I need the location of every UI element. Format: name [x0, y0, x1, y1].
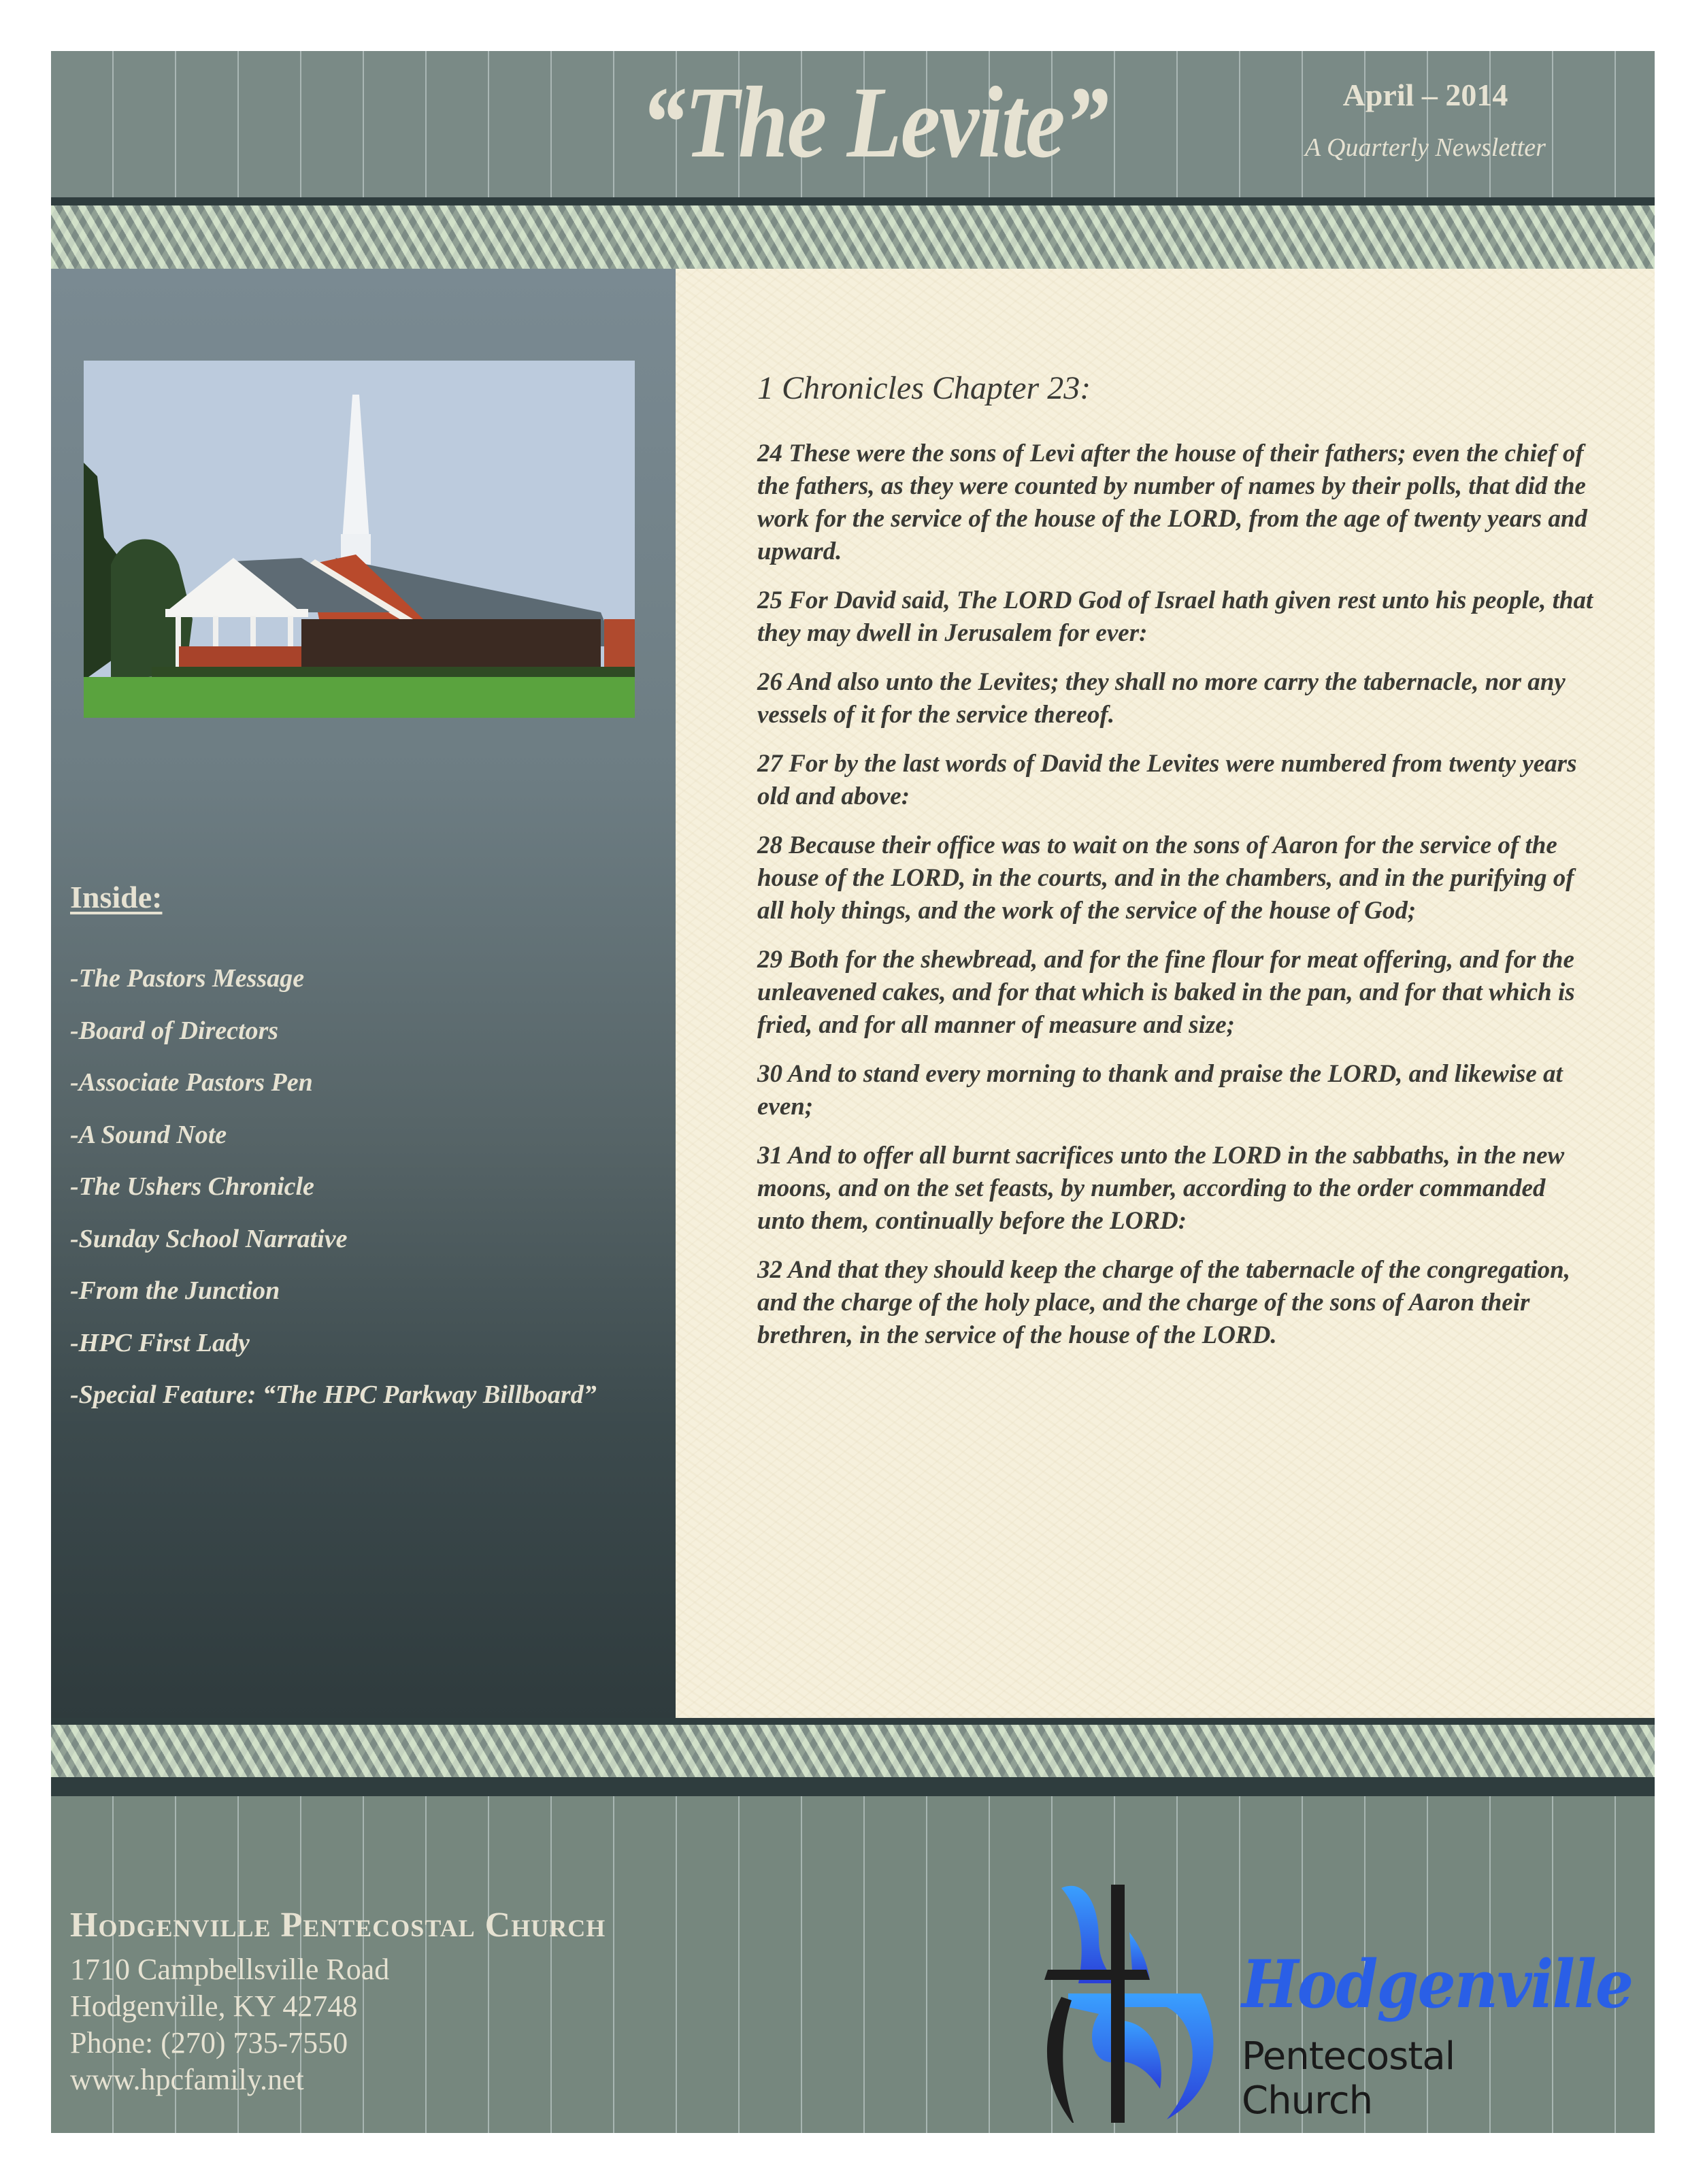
- cross-flame-logo-icon: [1031, 1864, 1235, 2123]
- inside-item-ushers-chronicle: -The Ushers Chronicle: [70, 1172, 314, 1201]
- verse-28: 28 Because their office was to wait on the sons of Aaron for the service of the house of the LORD, in the courts, and in the chambers, and in the purifying of all holy things, and the work of the service of the house of God;: [757, 831, 1574, 925]
- address-street: 1710 Campbellsville Road: [70, 1953, 390, 1986]
- inside-heading: Inside:: [70, 880, 163, 914]
- verse-27: 27 For by the last words of David the Levites were numbered from twenty years old and above:: [757, 750, 1577, 810]
- issue-date: April – 2014: [1342, 78, 1508, 112]
- church-building-image: [84, 361, 635, 718]
- verse-list: [757, 437, 1594, 1368]
- inside-item-hpc-first-lady: -HPC First Lady: [70, 1328, 250, 1357]
- inside-item-sunday-school-narrative: -Sunday School Narrative: [70, 1224, 348, 1253]
- phone-number: Phone: (270) 735-7550: [70, 2026, 348, 2059]
- inside-item-board-of-directors: -Board of Directors: [70, 1016, 279, 1045]
- address-city: Hodgenville, KY 42748: [70, 1989, 358, 2023]
- sidebar: [51, 269, 676, 1718]
- inside-item-sound-note: -A Sound Note: [70, 1120, 227, 1149]
- verse-24: 24 These were the sons of Levi after the house of their fathers; even the chief of the fathers, as they were counted by number of names by their polls, that did the work for the service of the house of the LORD, from the age of twenty years and upward.: [757, 440, 1587, 565]
- inside-item-associate-pastors-pen: -Associate Pastors Pen: [70, 1068, 313, 1097]
- verse-29: 29 Both for the shewbread, and for the fine flour for meat offering, and for the unleavened cakes, and for that which is baked in the pan, and for that which is fried, and for all manner of measure and size;: [757, 946, 1575, 1039]
- footer-band: [51, 1796, 1655, 2133]
- header-band: [51, 51, 1655, 197]
- website-link[interactable]: www.hpcfamily.net: [70, 2063, 304, 2096]
- logo-wordmark: Hodgenville: [1242, 1946, 1633, 2023]
- verse-25: 25 For David said, The LORD God of Israel hath given rest unto his people, that they may dwell in Jerusalem for ever:: [757, 586, 1593, 647]
- verse-31: 31 And to offer all burnt sacrifices unto the LORD in the sabbaths, in the new moons, and on the set feasts, by number, according to the order commanded unto them, continually before the LORD:: [757, 1142, 1565, 1235]
- church-photo: [84, 361, 635, 718]
- chapter-title: 1 Chronicles Chapter 23:: [757, 370, 1091, 406]
- bottom-braid-divider: [51, 1718, 1655, 1796]
- inside-item-pastors-message: -The Pastors Message: [70, 964, 305, 993]
- church-name: Hodgenville Pentecostal Church: [70, 1906, 606, 1945]
- verse-26: 26 And also unto the Levites; they shall no more carry the tabernacle, nor any vessels of it for the service thereof.: [757, 668, 1566, 729]
- inside-item-from-the-junction: -From the Junction: [70, 1276, 280, 1305]
- inside-item-special-feature: -Special Feature: “The HPC Parkway Billboard”: [70, 1380, 597, 1409]
- church-logo: [1031, 1864, 1633, 2123]
- logo-subtitle: Pentecostal Church: [1242, 2034, 1455, 2123]
- inside-contents-list: [70, 953, 597, 1421]
- verse-30: 30 And to stand every morning to thank and praise the LORD, and likewise at even;: [757, 1060, 1563, 1121]
- newsletter-page: [51, 51, 1655, 2133]
- verse-32: 32 And that they should keep the charge of the tabernacle of the congregation, and the charge of the holy place, and the charge of the sons of Aaron their brethren, in the service of the house of the LORD.: [757, 1256, 1570, 1349]
- top-braid-divider: [51, 197, 1655, 269]
- issue-subtitle: A Quarterly Newsletter: [1305, 133, 1546, 162]
- newsletter-title: “The Levite”: [640, 66, 1108, 179]
- scripture-panel: [676, 269, 1655, 1718]
